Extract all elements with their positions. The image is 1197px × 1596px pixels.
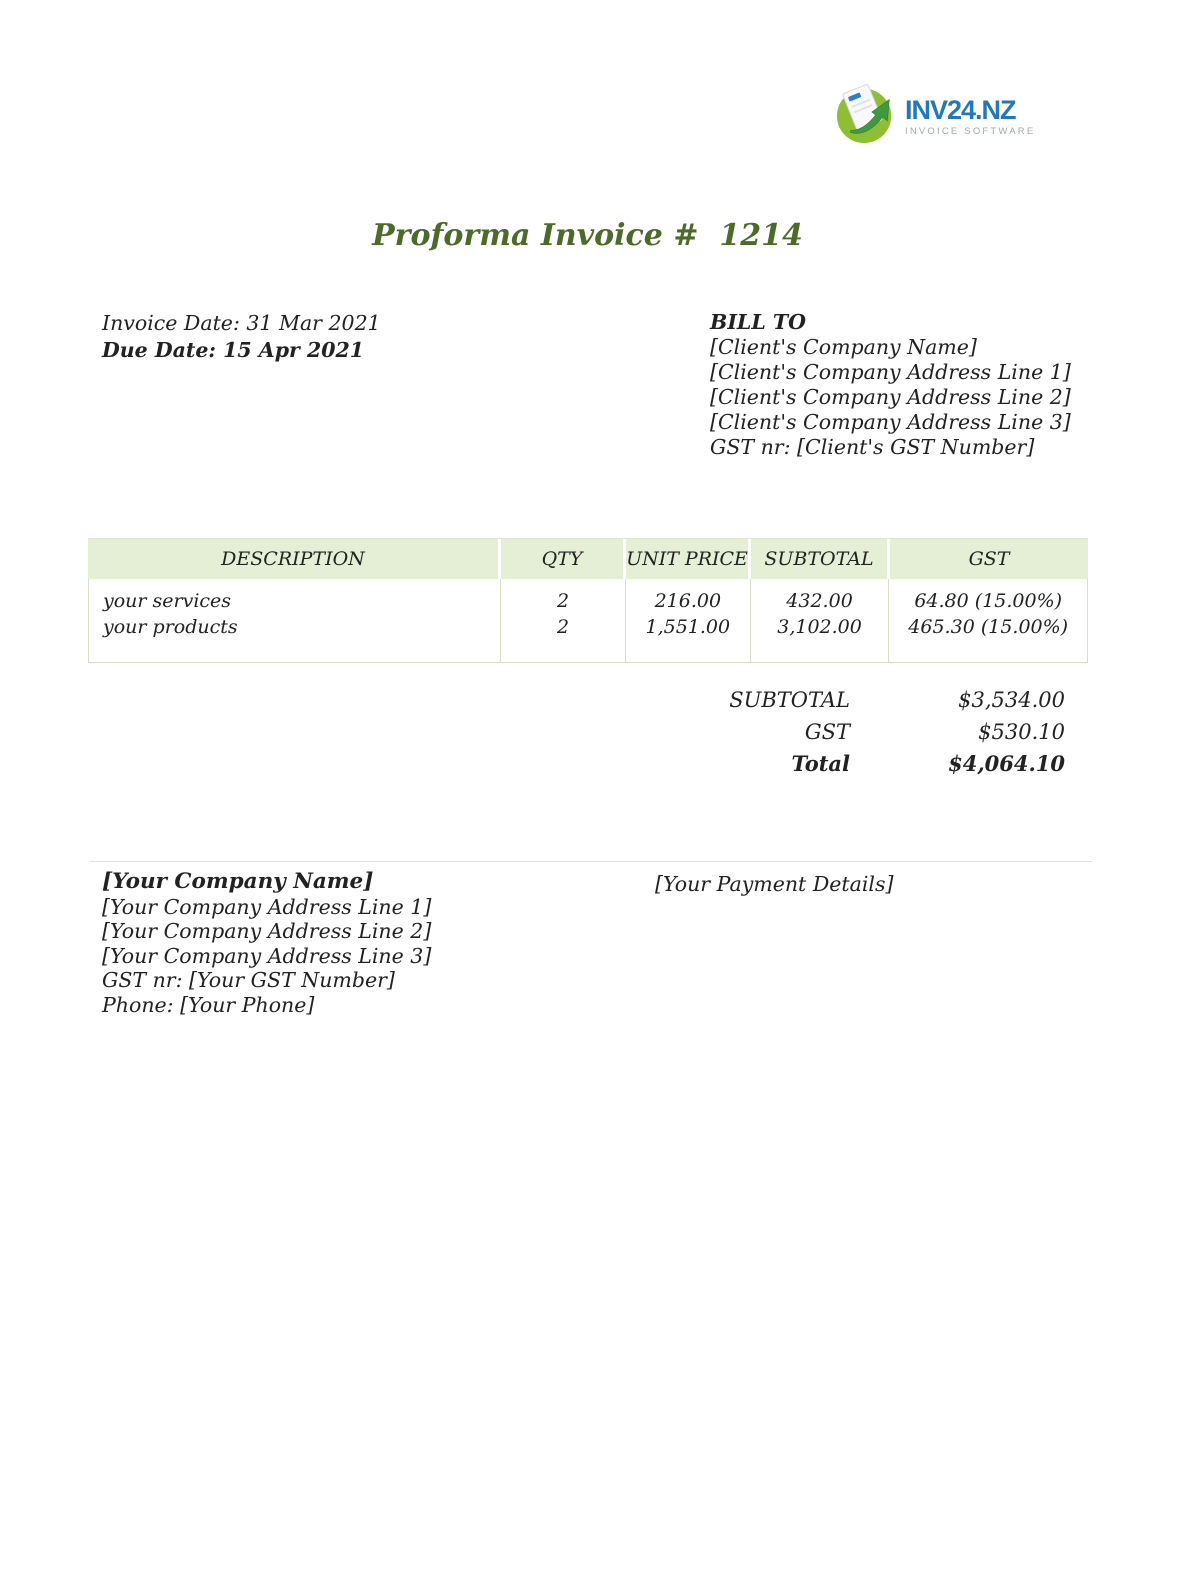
gst-label: GST [804,720,850,744]
invoice-dates [102,310,381,364]
bill-to-section [710,310,1071,460]
bill-to-heading: BILL TO [710,310,806,334]
payment-details: [Your Payment Details] [655,872,894,896]
column-header-description: DESCRIPTION [88,539,501,579]
company-details [102,870,431,1017]
subtotal-label: SUBTOTAL [729,688,850,712]
logo-brand-text: INV24.NZ [905,94,1016,125]
client-company-name: [Client's Company Name] [710,335,977,359]
item-gst: 465.30 (15.00%) [908,616,1069,638]
company-address-line-2: [Your Company Address Line 2] [102,919,432,943]
invoice-title: Proforma Invoice # 1214 [372,218,803,253]
total-value: $4,064.10 [948,751,1065,776]
totals-section [88,684,1065,780]
item-gst: 64.80 (15.00%) [914,590,1063,612]
client-gst-number: GST nr: [Client's GST Number] [710,435,1035,459]
column-header-unit-price: UNIT PRICE [626,539,751,579]
client-address-line-2: [Client's Company Address Line 2] [710,385,1071,409]
totals-subtotal-row [88,684,1065,716]
totals-total-row [88,748,1065,780]
due-date: Due Date: 15 Apr 2021 [102,338,365,362]
client-address-line-3: [Client's Company Address Line 3] [710,410,1071,434]
logo [833,82,1035,150]
invoice-date: Invoice Date: 31 Mar 2021 [102,311,381,335]
footer-divider [90,861,1092,862]
totals-gst-row [88,716,1065,748]
company-address-line-3: [Your Company Address Line 3] [102,943,432,968]
items-table [88,538,1088,663]
item-subtotal: 432.00 [786,590,853,612]
client-address-line-1: [Client's Company Address Line 1] [710,360,1071,384]
gst-value: $530.10 [978,720,1065,744]
qty-column [501,579,626,662]
subtotal-value: $3,534.00 [958,688,1065,712]
logo-tagline-text: INVOICE SOFTWARE [905,125,1036,137]
item-qty: 2 [557,616,570,638]
items-table-body [88,579,1088,663]
column-header-gst: GST [890,539,1088,579]
description-column [89,579,501,662]
item-description: your products [103,616,238,638]
company-gst-number: GST nr: [Your GST Number] [102,968,395,992]
item-description: your services [103,590,232,612]
items-table-header [88,538,1088,579]
column-header-qty: QTY [501,539,626,579]
company-address-line-1: [Your Company Address Line 1] [102,894,432,919]
company-name: [Your Company Name] [102,869,374,894]
item-unit-price: 1,551.00 [645,616,731,638]
gst-column [889,579,1087,662]
column-header-subtotal: SUBTOTAL [751,539,890,579]
subtotal-column [751,579,890,662]
unit-price-column [626,579,751,662]
item-qty: 2 [557,590,570,612]
company-phone: Phone: [Your Phone] [102,992,315,1017]
total-label: Total [791,751,850,776]
item-unit-price: 216.00 [654,590,722,612]
invoice-arrow-icon [833,82,901,150]
item-subtotal: 3,102.00 [777,616,862,638]
